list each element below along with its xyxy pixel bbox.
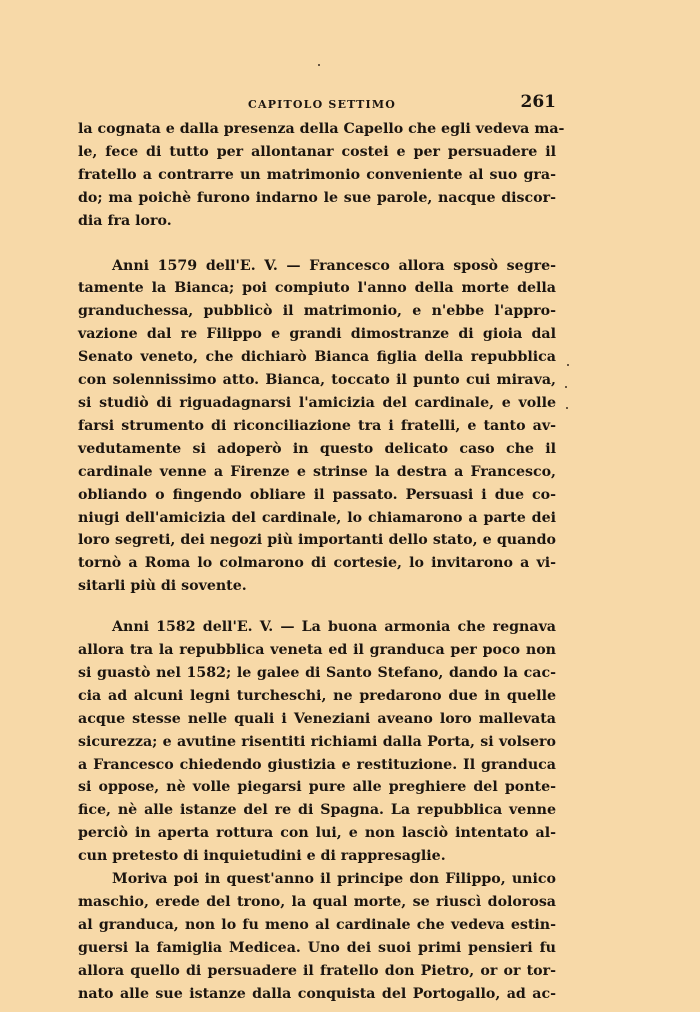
- text-line: sitarli più di sovente.: [78, 578, 247, 595]
- text-line: fratello a contrarre un matrimonio conveniente al suo gra-: [78, 166, 556, 183]
- print-speck: [567, 364, 569, 366]
- paragraph-moriva: [78, 868, 556, 1005]
- text-line: allora tra la repubblica veneta ed il granduca per poco non: [78, 642, 556, 659]
- text-line: nato alle sue istanze dalla conquista del Portogallo, ad ac-: [78, 985, 556, 1002]
- text-line: acque stesse nelle quali i Veneziani aveano loro mallevata: [78, 710, 556, 727]
- text-line: dia fra loro.: [78, 212, 172, 229]
- text-line: al granduca, non lo fu meno al cardinale che vedeva estin-: [78, 916, 556, 933]
- text-line: loro segreti, dei negozi più importanti dello stato, e quando: [78, 532, 556, 549]
- print-speck: [566, 407, 568, 409]
- text-line: con solennissimo atto. Bianca, toccato il punto cui mirava,: [78, 372, 556, 389]
- page: [78, 92, 565, 1006]
- text-line: la cognata e dalla presenza della Capello che egli vedeva ma-: [78, 121, 565, 137]
- text-line: Moriva poi in quest'anno il principe don Filippo, unico: [112, 871, 556, 888]
- text-line: si studiò di riguadagnarsi l'amicizia del cardinale, e volle: [78, 394, 556, 411]
- text-line: vedutamente si adoperò in questo delicato caso che il: [78, 440, 556, 457]
- text-line: cia ad alcuni legni turcheschi, ne predarono due in quelle: [78, 687, 556, 704]
- text-line: maschio, erede del trono, la qual morte, se riuscì dolorosa: [78, 894, 556, 910]
- paragraph-1579: [78, 255, 556, 599]
- paragraph-1: [78, 118, 565, 233]
- text-line: allora quello di persuadere il fratello don Pietro, or or tor-: [78, 962, 556, 979]
- text-line: Anni 1579 dell'E. V. — Francesco allora sposò segre-: [112, 257, 556, 274]
- text-line: granduchessa, pubblicò il matrimonio, e n'ebbe l'appro-: [78, 303, 556, 320]
- text-line: tornò a Roma lo colmarono di cortesie, lo invitarono a vi-: [78, 555, 556, 572]
- running-title: CAPITOLO SETTIMO: [248, 98, 397, 111]
- text-line: obliando o fingendo obliare il passato. Persuasi i due co-: [78, 486, 556, 503]
- text-line: tamente la Bianca; poi compiuto l'anno della morte della: [78, 280, 556, 297]
- text-line: si guastò nel 1582; le galee di Santo Stefano, dando la cac-: [78, 664, 556, 681]
- text-line: cardinale venne a Firenze e strinse la destra a Francesco,: [78, 463, 556, 480]
- text-line: fice, nè alle istanze del re di Spagna. La repubblica venne: [78, 802, 556, 819]
- text-line: vazione dal re Filippo e grandi dimostranze di gioia dal: [78, 326, 556, 343]
- paragraph-1582: [78, 616, 556, 868]
- text-line: cun pretesto di inquietudini e di rappresaglie.: [78, 848, 446, 865]
- text-line: guersi la famiglia Medicea. Uno dei suoi primi pensieri fu: [78, 939, 556, 956]
- text-line: perciò in aperta rottura con lui, e non lasciò intentato al-: [78, 825, 556, 842]
- text-line: sicurezza; e avutine risentiti richiami dalla Porta, si volsero: [78, 733, 556, 750]
- text-line: le, fece di tutto per allontanar costei e per persuadere il: [78, 143, 556, 160]
- print-speck: [318, 64, 320, 66]
- text-line: do; ma poichè furono indarno le sue parole, nacque discor-: [78, 189, 556, 206]
- text-line: niugi dell'amicizia del cardinale, lo chiamarono a parte dei: [78, 509, 556, 526]
- page-number: 261: [520, 92, 556, 112]
- text-line: Senato veneto, che dichiarò Bianca figlia della repubblica: [78, 349, 556, 366]
- text-line: a Francesco chiedendo giustizia e restituzione. Il granduca: [78, 756, 556, 773]
- print-speck: [565, 386, 567, 388]
- running-header: [78, 92, 556, 118]
- text-line: farsi strumento di riconciliazione tra i fratelli, e tanto av-: [78, 417, 556, 434]
- text-line: si oppose, nè volle piegarsi pure alle preghiere del ponte-: [78, 779, 556, 796]
- text-line: Anni 1582 dell'E. V. — La buona armonia che regnava: [112, 619, 556, 636]
